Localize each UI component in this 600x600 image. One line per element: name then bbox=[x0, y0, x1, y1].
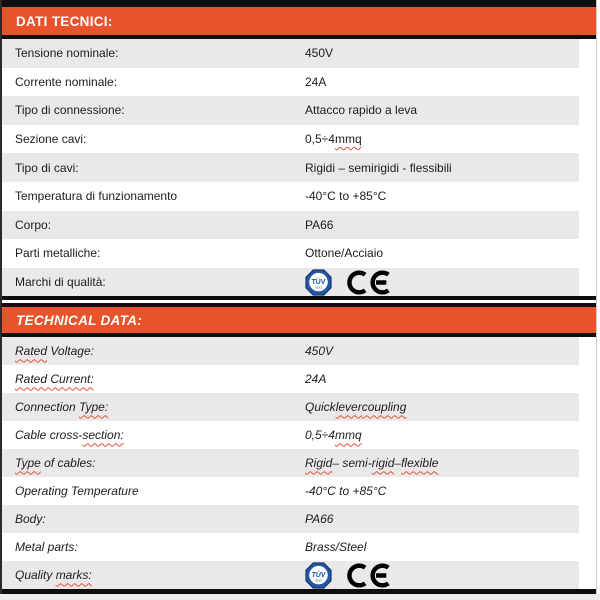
table-row bbox=[2, 68, 579, 97]
table-row bbox=[2, 337, 579, 365]
page-bottom-strip bbox=[0, 594, 600, 600]
row-label: Tipo di cavi: bbox=[15, 160, 79, 175]
table-row bbox=[2, 182, 579, 211]
row-value: Brass/Steel bbox=[305, 540, 367, 555]
table-row bbox=[2, 561, 579, 589]
row-label: Tipo di connessione: bbox=[15, 103, 125, 118]
row-value: Ottone/Acciaio bbox=[305, 246, 384, 261]
table-row bbox=[2, 268, 579, 297]
svg-text:SÜD: SÜD bbox=[315, 285, 322, 290]
technical-data-section bbox=[2, 303, 596, 594]
row-value: 24A bbox=[305, 74, 327, 89]
row-value: 450V bbox=[305, 344, 334, 359]
table-row bbox=[2, 211, 579, 240]
row-value: -40°C to +85°C bbox=[305, 189, 387, 204]
table-row bbox=[2, 421, 579, 449]
row-label: Parti metalliche: bbox=[15, 246, 101, 261]
svg-text:TÜV: TÜV bbox=[311, 278, 326, 286]
row-value: -40°C to +85°C bbox=[305, 484, 387, 499]
row-value: 450V bbox=[305, 46, 334, 61]
row-value: 24A bbox=[305, 372, 327, 387]
technical-data-header bbox=[2, 307, 596, 333]
svg-text:SÜD: SÜD bbox=[315, 578, 322, 583]
row-label: Connection Type: bbox=[15, 400, 109, 415]
row-value: Attacco rapido a leva bbox=[305, 103, 418, 118]
tuv-sud-logo-icon bbox=[305, 562, 332, 589]
row-label: Tensione nominale: bbox=[15, 46, 119, 61]
table-row bbox=[2, 533, 579, 561]
table-row bbox=[2, 125, 579, 154]
table-row bbox=[2, 477, 579, 505]
quality-marks bbox=[292, 562, 579, 589]
table-row bbox=[2, 39, 579, 68]
row-label: Body: bbox=[15, 512, 46, 527]
row-value: Rigidi – semirigidi - flessibili bbox=[305, 160, 452, 175]
row-label: Corpo: bbox=[15, 217, 52, 232]
table-row bbox=[2, 239, 579, 268]
row-label: Rated Voltage: bbox=[15, 344, 94, 359]
row-label: Cable cross-section: bbox=[15, 428, 124, 443]
row-value: Rigid – semi- rigid – flexible bbox=[305, 456, 439, 471]
row-label: Operating Temperature bbox=[15, 484, 139, 499]
row-label: Temperatura di funzionamento bbox=[15, 189, 178, 204]
row-value: 0,5÷4 mmq bbox=[305, 132, 362, 147]
dati-tecnici-section bbox=[2, 0, 596, 300]
row-label: Marchi di qualità: bbox=[15, 275, 106, 290]
table-row bbox=[2, 96, 579, 125]
row-label: Sezione cavi: bbox=[15, 132, 87, 147]
ce-mark-icon bbox=[345, 270, 391, 295]
row-label: Quality marks: bbox=[15, 568, 92, 583]
tuv-sud-logo-icon bbox=[305, 269, 332, 296]
row-value: PA66 bbox=[305, 217, 334, 232]
table-row bbox=[2, 365, 579, 393]
quality-marks bbox=[292, 269, 579, 296]
row-value: PA66 bbox=[305, 512, 334, 527]
row-label: Corrente nominale: bbox=[15, 74, 118, 89]
table-row bbox=[2, 393, 579, 421]
row-label: Rated Current: bbox=[15, 372, 94, 387]
top-black-bar bbox=[2, 0, 596, 7]
svg-text:TÜV: TÜV bbox=[311, 571, 326, 579]
section-title: DATI TECNICI: bbox=[16, 13, 113, 29]
table-row bbox=[2, 153, 579, 182]
row-label: Metal parts: bbox=[15, 540, 78, 555]
dati-tecnici-header bbox=[2, 7, 596, 35]
section-title: TECHNICAL DATA: bbox=[16, 312, 142, 328]
table-row bbox=[2, 449, 579, 477]
row-label: Type of cables: bbox=[15, 456, 96, 471]
ce-mark-icon bbox=[345, 563, 391, 588]
table-row bbox=[2, 505, 579, 533]
row-value: 0,5÷4 mmq bbox=[305, 428, 362, 443]
row-value: Quick lever coupling bbox=[305, 400, 407, 415]
